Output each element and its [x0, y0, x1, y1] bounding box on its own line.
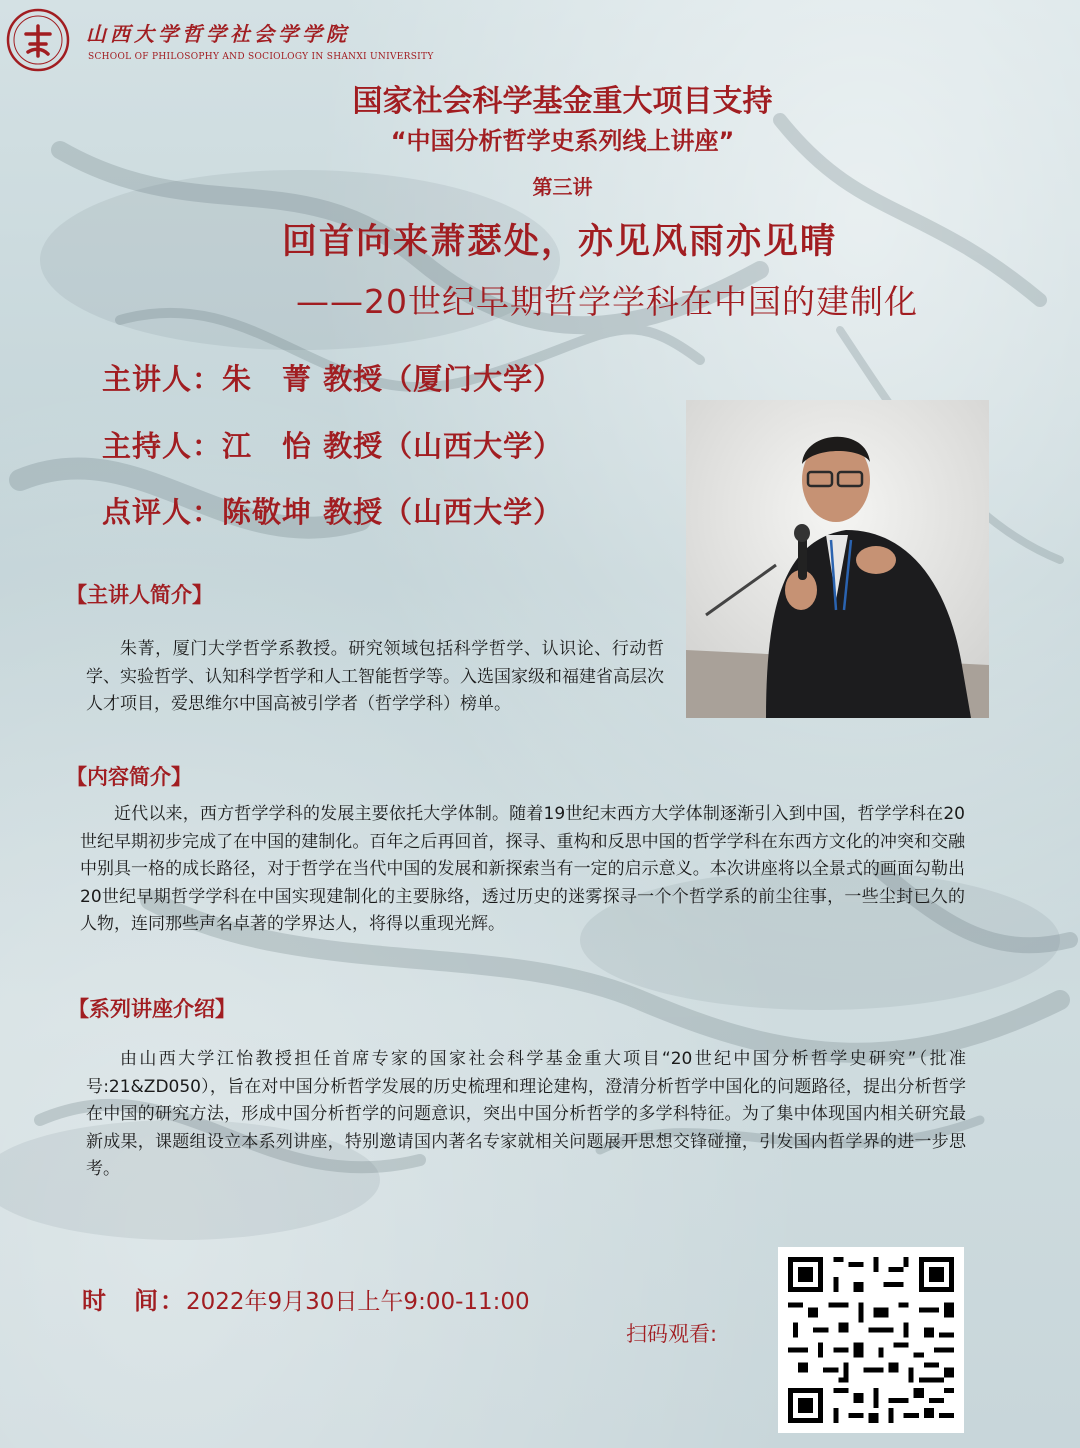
- school-name-cn: 山西大学哲学社会学学院: [86, 22, 350, 46]
- host-line: [102, 424, 563, 465]
- content-intro-heading: 【内容简介】: [66, 765, 192, 789]
- content-intro-text: 近代以来，西方哲学学科的发展主要依托大学体制。随着19世纪末西方大学体制逐渐引入到中国，哲学学科在20世纪早期初步完成了在中国的建制化。百年之后再回首，探寻、重构和反思中国的哲学学科在东西方文化的冲突和交融中别具一格的成长路径，对于哲学在当代中国的发展和新探索当有一定的启示意义。本次讲座将以全景式的画面勾勒出20世纪早期哲学学科在中国实现建制化的主要脉络，透过历史的迷雾探寻一个个哲学系的前尘往事，一些尘封已久的人物，连同那些声名卓著的学界达人，将得以重现光辉。: [80, 804, 965, 934]
- series-name: “中国分析哲学史系列线上讲座”: [390, 127, 735, 155]
- funding-support-line: 国家社会科学基金重大项目支持: [352, 84, 773, 119]
- lecture-number: 第三讲: [532, 175, 593, 199]
- scan-to-watch-label: 扫码观看:: [626, 1322, 718, 1346]
- speaker-intro-text: 朱菁，厦门大学哲学系教授。研究领域包括科学哲学、认识论、行动哲学、实验哲学、认知科学哲学和人工智能哲学等。入选国家级和福建省高层次人才项目，爱思维尔中国高被引学者（哲学学科）榜单。: [86, 639, 664, 714]
- time-label: 时 间：: [82, 1287, 186, 1315]
- host-name: 江 怡 教授（山西大学）: [222, 429, 564, 463]
- commentator-name: 陈敬坤 教授（山西大学）: [222, 495, 564, 529]
- speaker-intro-heading: 【主讲人简介】: [66, 583, 213, 607]
- host-role: 主持人：: [102, 429, 223, 463]
- lecture-subtitle: ——20世纪早期哲学学科在中国的建制化: [296, 282, 918, 321]
- qr-code[interactable]: [778, 1247, 964, 1433]
- speaker-name: 朱 菁 教授（厦门大学）: [222, 362, 564, 396]
- time-line: [82, 1281, 530, 1316]
- series-intro-text: 由山西大学江怡教授担任首席专家的国家社会科学基金重大项目“20世纪中国分析哲学史研究”（批准号:21&ZD050），旨在对中国分析哲学发展的历史梳理和理论建构，澄清分析哲学中国化的问题路径，提出分析哲学在中国的研究方法，形成中国分析哲学的问题意识，突出中国分析哲学的多学科特征。为了集中体现国内相关研究最新成果，课题组设立本系列讲座，特别邀请国内著名专家就相关问题展开思想交锋碰撞，引发国内哲学界的进一步思考。: [86, 1049, 966, 1179]
- speaker-line: [102, 357, 563, 398]
- school-name-en: SCHOOL OF PHILOSOPHY AND SOCIOLOGY IN SHANXI UNIVERSITY: [88, 52, 434, 62]
- university-seal-logo: [6, 8, 70, 72]
- speaker-role: 主讲人：: [102, 362, 223, 396]
- commentator-role: 点评人：: [102, 495, 223, 529]
- speaker-photo: [686, 400, 989, 718]
- commentator-line: [102, 490, 563, 531]
- time-value: 2022年9月30日上午9:00-11:00: [186, 1289, 530, 1315]
- series-intro-heading: 【系列讲座介绍】: [68, 997, 236, 1021]
- lecture-title: 回首向来萧瑟处，亦见风雨亦见晴: [282, 222, 838, 262]
